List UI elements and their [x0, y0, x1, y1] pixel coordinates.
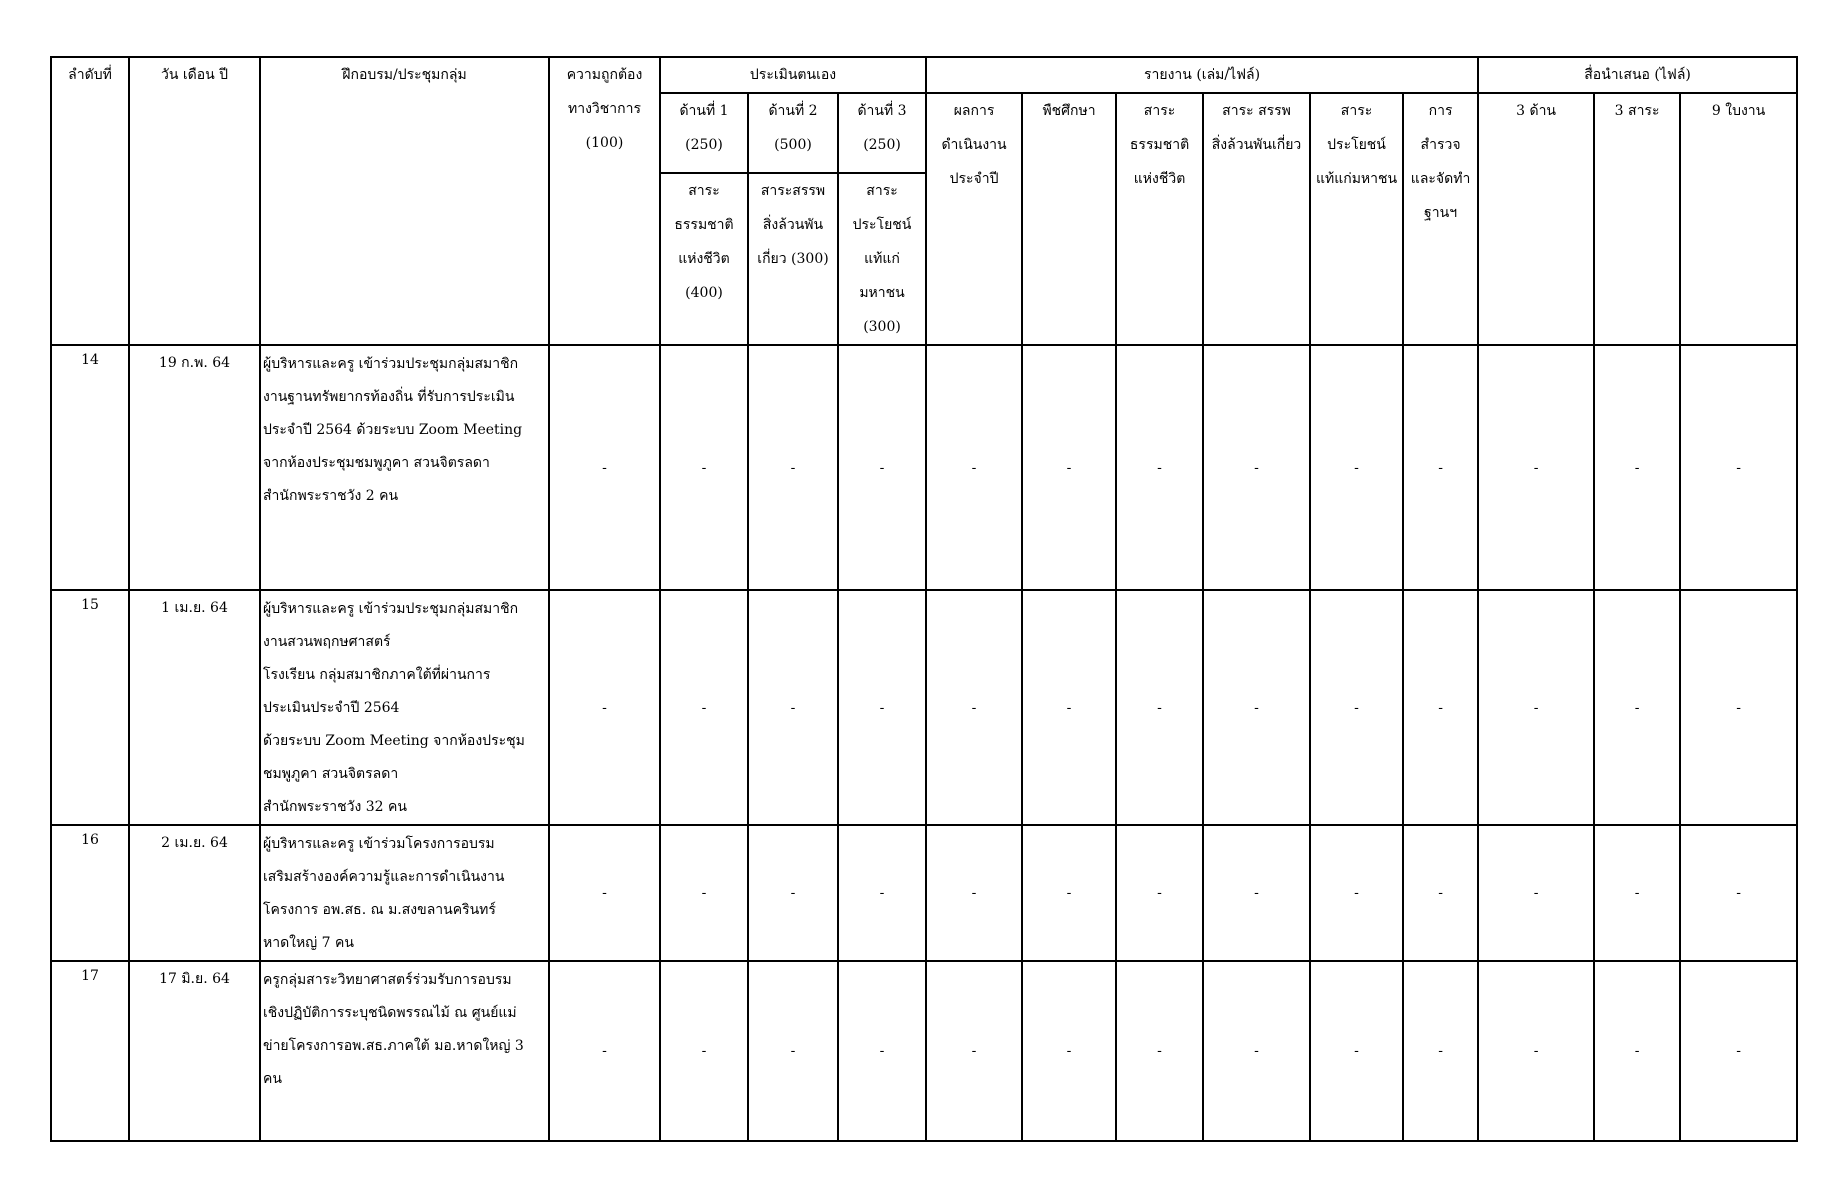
- activity-table: [50, 56, 1798, 1142]
- table-row: [51, 345, 1797, 590]
- cell-report-plants: -: [1022, 961, 1116, 1141]
- header-date: วัน เดือน ปี: [129, 57, 260, 345]
- cell-report-nature: -: [1116, 961, 1203, 1141]
- cell-aspect-3: -: [838, 961, 926, 1141]
- table-row: [51, 825, 1797, 961]
- cell-media-worksheets: -: [1680, 961, 1797, 1141]
- row-description: ครูกลุ่มสาระวิทยาศาสตร์ร่วมรับการอบรม เชิงปฏิบัติการระบุชนิดพรรณไม้ ณ ศูนย์แม่ ข่ายโครงการอพ.สธ.ภาคใต้ มอ.หาดใหญ่ 3 คน: [260, 961, 549, 1141]
- cell-report-survey: -: [1403, 590, 1478, 825]
- row-description: ผู้บริหารและครู เข้าร่วมโครงการอบรม เสริมสร้างองค์ความรู้และการดำเนินงาน โครงการ อพ.สธ. ณ ม.สงขลานครินทร์ หาดใหญ่ 7 คน: [260, 825, 549, 961]
- header-report-benefit: สาระ ประโยชน์ แท้แก่มหาชน: [1310, 93, 1403, 345]
- row-description: ผู้บริหารและครู เข้าร่วมประชุมกลุ่มสมาชิก งานสวนพฤกษศาสตร์ โรงเรียน กลุ่มสมาชิกภาคใต้ที่ผ่านการ ประเมินประจำปี 2564 ด้วยระบบ Zoom Meeting จากห้องประชุม ชมพูภูคา สวนจิตรลดา สำนักพระราชวัง 32 คน: [260, 590, 549, 825]
- cell-media-subjects: -: [1594, 825, 1680, 961]
- cell-aspect-3: -: [838, 590, 926, 825]
- header-aspect-2: ด้านที่ 2 (500): [748, 93, 838, 173]
- header-training: ฝึกอบรม/ประชุมกลุ่ม: [260, 57, 549, 345]
- cell-report-annual: -: [926, 590, 1022, 825]
- header-sub-2: สาระสรรพ สิ่งล้วนพัน เกี่ยว (300): [748, 173, 838, 345]
- cell-media-subjects: -: [1594, 590, 1680, 825]
- header-report-annual: ผลการ ดำเนินงาน ประจำปี: [926, 93, 1022, 345]
- header-media: สื่อนำเสนอ (ไฟล์): [1478, 57, 1797, 93]
- table-row: [51, 961, 1797, 1141]
- cell-media-subjects: -: [1594, 961, 1680, 1141]
- cell-report-survey: -: [1403, 961, 1478, 1141]
- cell-aspect-3: -: [838, 825, 926, 961]
- header-report-related: สาระ สรรพ สิ่งล้วนพันเกี่ยว: [1203, 93, 1310, 345]
- row-date: 19 ก.พ. 64: [129, 345, 260, 590]
- header-aspect-1: ด้านที่ 1 (250): [660, 93, 748, 173]
- cell-accuracy: -: [549, 590, 660, 825]
- header-report-survey: การ สำรวจ และจัดทำ ฐานฯ: [1403, 93, 1478, 345]
- header-report-nature: สาระ ธรรมชาติ แห่งชีวิต: [1116, 93, 1203, 345]
- document-page: [50, 56, 1795, 1142]
- cell-media-aspects: -: [1478, 590, 1594, 825]
- cell-report-annual: -: [926, 961, 1022, 1141]
- cell-report-benefit: -: [1310, 345, 1403, 590]
- cell-media-subjects: -: [1594, 345, 1680, 590]
- header-sub-1: สาระ ธรรมชาติ แห่งชีวิต (400): [660, 173, 748, 345]
- cell-report-nature: -: [1116, 825, 1203, 961]
- row-seq: 17: [51, 961, 129, 1141]
- cell-media-worksheets: -: [1680, 345, 1797, 590]
- cell-aspect-1: -: [660, 825, 748, 961]
- cell-media-aspects: -: [1478, 825, 1594, 961]
- cell-aspect-2: -: [748, 961, 838, 1141]
- header-self-eval: ประเมินตนเอง: [660, 57, 926, 93]
- row-date: 1 เม.ย. 64: [129, 590, 260, 825]
- row-seq: 15: [51, 590, 129, 825]
- row-date: 17 มิ.ย. 64: [129, 961, 260, 1141]
- cell-report-related: -: [1203, 590, 1310, 825]
- cell-accuracy: -: [549, 345, 660, 590]
- cell-report-plants: -: [1022, 590, 1116, 825]
- cell-media-aspects: -: [1478, 345, 1594, 590]
- cell-aspect-1: -: [660, 590, 748, 825]
- cell-aspect-1: -: [660, 345, 748, 590]
- row-description: ผู้บริหารและครู เข้าร่วมประชุมกลุ่มสมาชิก งานฐานทรัพยากรท้องถิ่น ที่รับการประเมิน ประจำปี 2564 ด้วยระบบ Zoom Meeting จากห้องประชุมชมพูภูคา สวนจิตรลดา สำนักพระราชวัง 2 คน: [260, 345, 549, 590]
- cell-report-nature: -: [1116, 345, 1203, 590]
- cell-report-benefit: -: [1310, 590, 1403, 825]
- header-accuracy: ความถูกต้อง ทางวิชาการ (100): [549, 57, 660, 345]
- cell-aspect-1: -: [660, 961, 748, 1141]
- cell-report-plants: -: [1022, 825, 1116, 961]
- header-media-aspects: 3 ด้าน: [1478, 93, 1594, 345]
- row-date: 2 เม.ย. 64: [129, 825, 260, 961]
- cell-media-worksheets: -: [1680, 590, 1797, 825]
- cell-report-plants: -: [1022, 345, 1116, 590]
- cell-aspect-3: -: [838, 345, 926, 590]
- header-seq: ลำดับที่: [51, 57, 129, 345]
- cell-accuracy: -: [549, 961, 660, 1141]
- row-seq: 16: [51, 825, 129, 961]
- header-aspect-3: ด้านที่ 3 (250): [838, 93, 926, 173]
- cell-report-nature: -: [1116, 590, 1203, 825]
- row-seq: 14: [51, 345, 129, 590]
- header-sub-3: สาระ ประโยชน์ แท้แก่ มหาชน (300): [838, 173, 926, 345]
- cell-aspect-2: -: [748, 825, 838, 961]
- cell-media-aspects: -: [1478, 961, 1594, 1141]
- cell-report-related: -: [1203, 345, 1310, 590]
- cell-report-annual: -: [926, 825, 1022, 961]
- cell-report-annual: -: [926, 345, 1022, 590]
- cell-aspect-2: -: [748, 590, 838, 825]
- cell-report-benefit: -: [1310, 961, 1403, 1141]
- cell-report-survey: -: [1403, 345, 1478, 590]
- cell-media-worksheets: -: [1680, 825, 1797, 961]
- table-row: [51, 590, 1797, 825]
- header-media-subjects: 3 สาระ: [1594, 93, 1680, 345]
- cell-report-benefit: -: [1310, 825, 1403, 961]
- cell-report-related: -: [1203, 961, 1310, 1141]
- header-report: รายงาน (เล่ม/ไฟล์): [926, 57, 1478, 93]
- header-media-worksheets: 9 ใบงาน: [1680, 93, 1797, 345]
- cell-accuracy: -: [549, 825, 660, 961]
- header-report-plants: พืชศึกษา: [1022, 93, 1116, 345]
- cell-report-survey: -: [1403, 825, 1478, 961]
- cell-report-related: -: [1203, 825, 1310, 961]
- cell-aspect-2: -: [748, 345, 838, 590]
